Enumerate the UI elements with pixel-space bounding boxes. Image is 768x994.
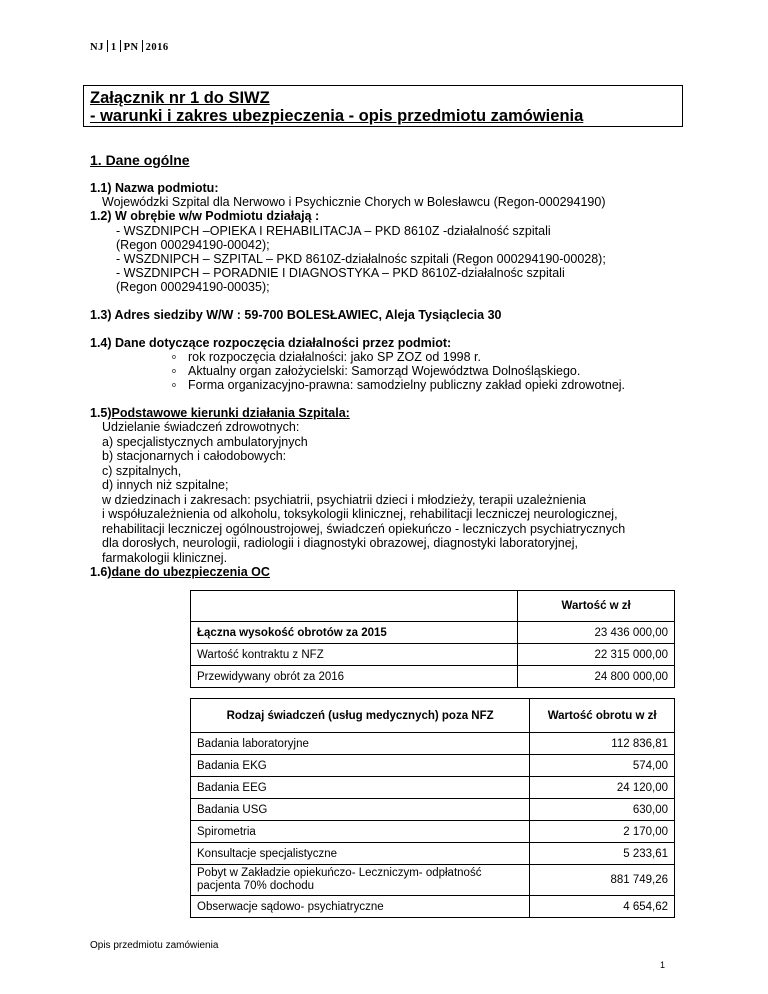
s11-text: Wojewódzki Szpital dla Nerwowo i Psychicznie Chorych w Bolesławcu (Regon-000294190) (102, 195, 606, 209)
table-row-label: Badania EKG (191, 755, 530, 777)
s14-label: 1.4) Dane dotyczące rozpoczęcia działalności przez podmiot: (90, 336, 452, 350)
table-row-label: Konsultacje specjalistyczne (191, 843, 530, 865)
page-number: 1 (660, 960, 666, 970)
s12-line: (Regon 000294190-00042); (116, 238, 270, 252)
code-part: 2016 (145, 42, 169, 53)
table-row-label: Badania EEG (191, 777, 530, 799)
table-row-value: 630,00 (530, 799, 675, 821)
s15-body: Udzielanie świadczeń zdrowotnych: a) specjalistycznych ambulatoryjnych b) stacjonarnych i całodobowych: c) szpitalnych, d) innych niż szpitalne; w dziedzinach i zakresach: psychiatrii, psychiatrii dzieci i młodzieży, terapii uzależnienia i współuzależnienia od alkoholu, toksykologii klinicznej, rehabilitacji leczniczej neurologicznej, rehabilitacji leczniczej ogólnoustrojowej, świadczeń opiekuńczo - leczniczych psychiatrycznych dla dorosłych, neurologii, radiologii i diagnostyki obrazowej, diagnostyki laboratoryjnej, farmakologii klinicznej. (102, 420, 626, 565)
page-footer: Opis przedmiotu zamówienia (90, 940, 219, 951)
services-table-header-value: Wartość obrotu w zł (530, 699, 675, 733)
code-part: NJ (90, 42, 104, 53)
services-table-header-label: Rodzaj świadczeń (usług medycznych) poza NFZ (191, 699, 530, 733)
table-row-value: 881 749,26 (530, 865, 675, 896)
code-part: 1 (110, 42, 117, 53)
code-part: PN (123, 42, 139, 53)
s12-line: - WSZDNIPCH – PORADNIE I DIAGNOSTYKA – PKD 8610Z-działalnośc szpitali (116, 266, 565, 280)
s14-item: o rok rozpoczęcia działalności: jako SP ZOZ od 1998 r. (172, 350, 481, 364)
s12-line: - WSZDNIPCH – SZPITAL – PKD 8610Z-działalnośc szpitali (Regon 000294190-00028); (116, 252, 606, 266)
document-code (90, 40, 169, 53)
table-row-label: Łączna wysokość obrotów za 2015 (191, 622, 518, 644)
table-row-label: Badania USG (191, 799, 530, 821)
table-row-value: 112 836,81 (530, 733, 675, 755)
s11-label: 1.1) Nazwa podmiotu: (90, 181, 219, 195)
s14-item: o Forma organizacyjno-prawna: samodzielny publiczny zakład opieki zdrowotnej. (172, 378, 626, 392)
title-line-2: - warunki i zakres ubezpieczenia - opis przedmiotu zamówienia (90, 107, 584, 125)
table-row-value: 22 315 000,00 (518, 644, 675, 666)
oc-table (190, 590, 675, 688)
s15-label: 1.5)Podstawowe kierunki działania Szpitala: (90, 406, 350, 420)
title-box (83, 85, 683, 127)
table-row-label: Pobyt w Zakładzie opiekuńczo- Leczniczym- odpłatność pacjenta 70% dochodu (191, 865, 530, 896)
table-row-label: Wartość kontraktu z NFZ (191, 644, 518, 666)
s12-label: 1.2) W obrębie w/w Podmiotu działają : (90, 209, 320, 223)
table-row-label: Przewidywany obrót za 2016 (191, 666, 518, 688)
table-row-label: Spirometria (191, 821, 530, 843)
table-row-value: 24 800 000,00 (518, 666, 675, 688)
table-row-value: 23 436 000,00 (518, 622, 675, 644)
table-row-label: Obserwacje sądowo- psychiatryczne (191, 896, 530, 918)
s16-label: 1.6)dane do ubezpieczenia OC (90, 565, 270, 579)
services-table (190, 698, 675, 918)
bullet-icon: o (172, 354, 176, 361)
table-row-value: 24 120,00 (530, 777, 675, 799)
s12-line: - WSZDNIPCH –OPIEKA I REHABILITACJA – PKD 8610Z -działalność szpitali (116, 224, 551, 238)
table-row-value: 2 170,00 (530, 821, 675, 843)
table-row-value: 574,00 (530, 755, 675, 777)
table-row-value: 4 654,62 (530, 896, 675, 918)
bullet-icon: o (172, 368, 176, 375)
s12-line: (Regon 000294190-00035); (116, 280, 270, 294)
table-row-value: 5 233,61 (530, 843, 675, 865)
s13-label: 1.3) Adres siedziby W/W : 59-700 BOLESŁAWIEC, Aleja Tysiąclecia 30 (90, 308, 502, 322)
oc-table-header: Wartość w zł (518, 591, 675, 622)
bullet-icon: o (172, 382, 176, 389)
title-line-1: Załącznik nr 1 do SIWZ (90, 89, 270, 107)
table-row-label: Badania laboratoryjne (191, 733, 530, 755)
s14-item: o Aktualny organ założycielski: Samorząd Województwa Dolnośląskiego. (172, 364, 581, 378)
section-heading: 1. Dane ogólne (90, 152, 190, 168)
